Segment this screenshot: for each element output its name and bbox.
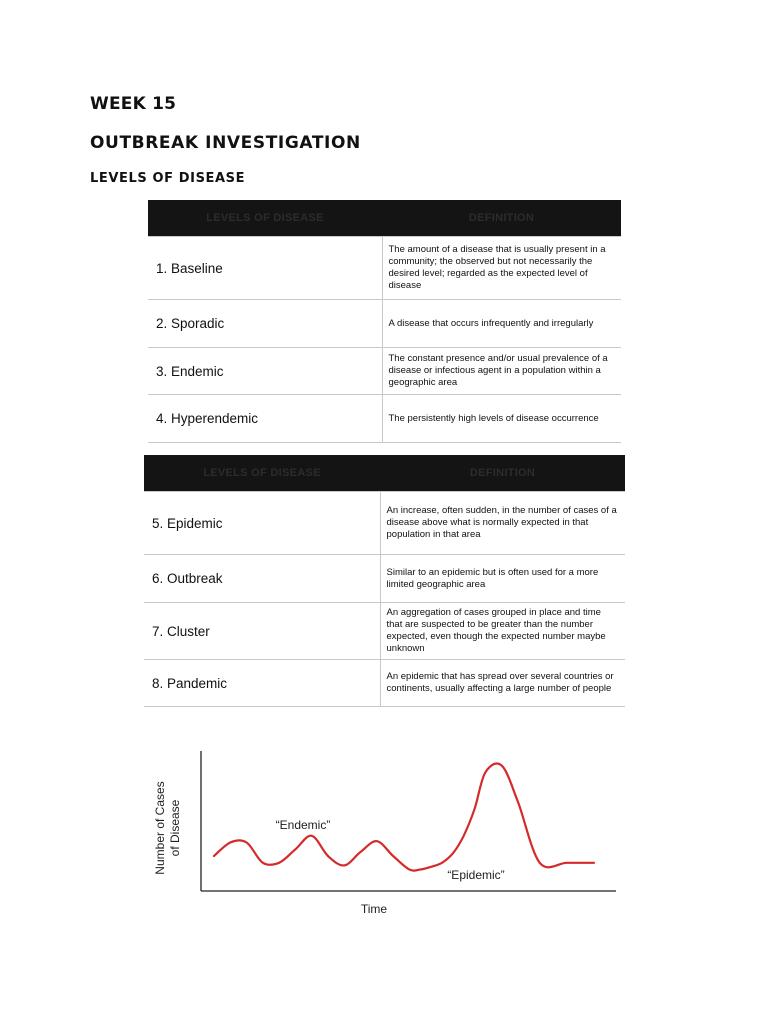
- y-axis-label-line-2: of Disease: [168, 799, 182, 857]
- table-row: [144, 555, 625, 603]
- table-row: [144, 603, 625, 660]
- level-definition: An aggregation of cases grouped in place and time that are suspected to be greater than the number expected, even though the expected number maybe unknown: [380, 603, 625, 660]
- x-axis-label: Time: [360, 902, 388, 916]
- chart-svg: [146, 723, 625, 919]
- table-row: [148, 237, 621, 300]
- levels-table-2: [144, 455, 625, 707]
- level-definition: Similar to an epidemic but is often used for a more limited geographic area: [380, 555, 625, 603]
- level-name: 2. Sporadic: [148, 300, 382, 348]
- series-line: [214, 763, 594, 870]
- column-header-level: LEVELS OF DISEASE: [148, 200, 382, 237]
- table-row: [148, 395, 621, 443]
- level-definition: An epidemic that has spread over several countries or continents, usually affecting a large number of people: [380, 660, 625, 707]
- y-axis-label-line-1: Number of Cases: [153, 781, 167, 875]
- page-title: OUTBREAK INVESTIGATION: [90, 133, 361, 153]
- level-name: 4. Hyperendemic: [148, 395, 382, 443]
- level-definition: An increase, often sudden, in the number of cases of a disease above what is normally expected in that population in that area: [380, 492, 625, 555]
- table-row: [144, 660, 625, 707]
- level-name: 6. Outbreak: [144, 555, 380, 603]
- level-definition: The amount of a disease that is usually present in a community; the observed but not necessarily the desired level; regarded as the expected level of disease: [382, 237, 621, 300]
- table-row: [148, 300, 621, 348]
- column-header-definition: DEFINITION: [380, 455, 625, 492]
- annotation-endemic: “Endemic”: [275, 818, 331, 832]
- table-header-row: [148, 200, 621, 237]
- level-definition: The constant presence and/or usual prevalence of a disease or infectious agent in a population within a geographic area: [382, 348, 621, 395]
- table-header-row: [144, 455, 625, 492]
- level-name: 5. Epidemic: [144, 492, 380, 555]
- level-definition: The persistently high levels of disease occurrence: [382, 395, 621, 443]
- column-header-level: LEVELS OF DISEASE: [144, 455, 380, 492]
- level-name: 1. Baseline: [148, 237, 382, 300]
- table-row: [144, 492, 625, 555]
- level-name: 8. Pandemic: [144, 660, 380, 707]
- annotation-epidemic: “Epidemic”: [447, 868, 505, 882]
- section-heading: LEVELS OF DISEASE: [90, 171, 246, 186]
- disease-level-chart: [146, 723, 625, 919]
- week-heading: WEEK 15: [90, 94, 177, 114]
- level-name: 3. Endemic: [148, 348, 382, 395]
- column-header-definition: DEFINITION: [382, 200, 621, 237]
- table-row: [148, 348, 621, 395]
- level-name: 7. Cluster: [144, 603, 380, 660]
- level-definition: A disease that occurs infrequently and irregularly: [382, 300, 621, 348]
- levels-table-1: [148, 200, 621, 443]
